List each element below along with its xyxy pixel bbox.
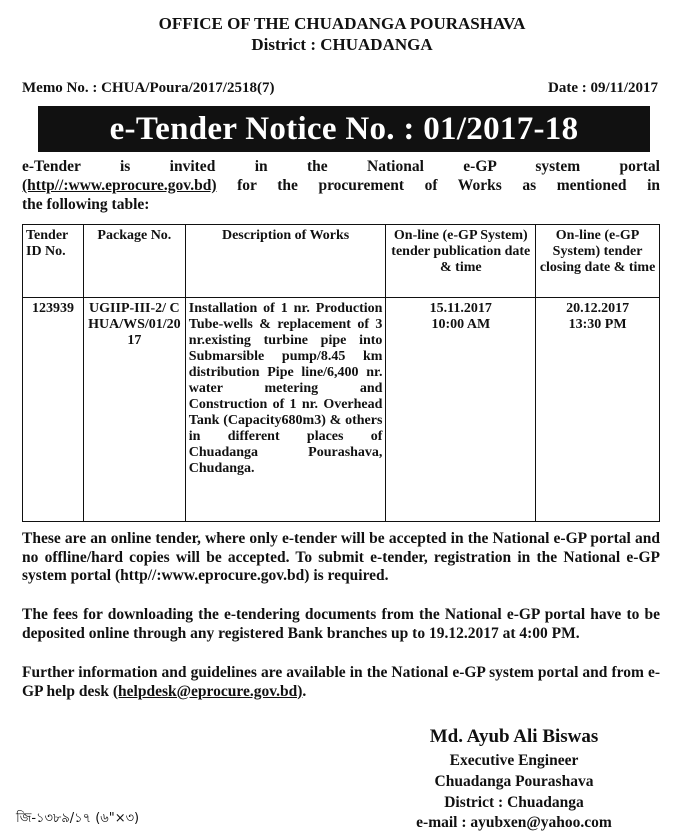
fees-paragraph: The fees for downloading the e-tendering documents from the National e-GP portal have to be deposited online through any registered Bank branches up to 19.12.2017 at 4:00 PM. bbox=[22, 606, 660, 642]
notice-banner: e-Tender Notice No. : 01/2017-18 bbox=[38, 106, 650, 152]
closing-time: 13:30 PM bbox=[568, 317, 627, 332]
header-closing: On-line (e-GP System) tender closing date & time bbox=[536, 225, 660, 298]
signatory-name: Md. Ayub Ali Biswas bbox=[429, 726, 599, 747]
intro-paragraph bbox=[22, 157, 660, 214]
header-package: Package No. bbox=[83, 225, 185, 298]
header-publication: On-line (e-GP System) tender publication date & time bbox=[386, 225, 536, 298]
cell-tender-id: 123939 bbox=[23, 298, 84, 522]
helpdesk-link[interactable]: (helpdesk@eprocure.gov.bd) bbox=[112, 682, 303, 700]
intro-line-2-rest: for the procurement of Works as mentioned in bbox=[216, 177, 660, 194]
publication-time: 10:00 AM bbox=[431, 317, 491, 332]
intro-line-1: e-Tender is invited in the National e-GP system portal bbox=[22, 158, 660, 175]
publication-date: 15.11.2017 bbox=[429, 301, 492, 316]
signatory-title: Executive Engineer bbox=[449, 752, 579, 769]
cell-description: Installation of 1 nr. Production Tube-wells & replacement of 3 nr.existing turbine pipe into Submarsible pump/8.45 km distribution Pipe line/6,400 nr. water metering and Construction of 1 nr. Overhead Tank (Capacity680m3) & others in different places of Chuadanga Pourashava, Chudanga. bbox=[185, 298, 386, 522]
memo-date: Date : 09/11/2017 bbox=[548, 80, 658, 96]
tender-table bbox=[22, 224, 660, 522]
memo-row bbox=[22, 80, 658, 97]
signatory-email[interactable]: e-mail : ayubxen@yahoo.com bbox=[416, 814, 612, 831]
info-paragraph bbox=[22, 664, 660, 701]
office-title: OFFICE OF THE CHUADANGA POURASHAVA bbox=[158, 14, 526, 33]
intro-line-3: the following table: bbox=[22, 196, 150, 213]
eprocure-link[interactable]: (http//:www.eprocure.gov.bd) bbox=[22, 177, 217, 194]
cell-package: UGIIP-III-2/ CHUA/WS/01/2017 bbox=[83, 298, 185, 522]
cell-publication bbox=[386, 298, 536, 522]
footer-code: জি-১৩৮৯/১৭ (৬"×৩) bbox=[16, 811, 140, 826]
intro-line-2 bbox=[22, 176, 660, 195]
closing-date: 20.12.2017 bbox=[566, 301, 630, 316]
header-description: Description of Works bbox=[185, 225, 386, 298]
signatory-district: District : Chuadanga bbox=[444, 794, 584, 811]
info-end: . bbox=[302, 682, 307, 700]
signatory-org: Chuadanga Pourashava bbox=[434, 773, 594, 790]
header-tender-id: Tender ID No. bbox=[23, 225, 84, 298]
online-tender-paragraph: These are an online tender, where only e-tender will be accepted in the National e-GP portal and no offline/hard copies will be accepted. To submit e-tender, registration in the National e-GP system portal (http//:www.eprocure.gov.bd) is required. bbox=[22, 530, 660, 584]
info-text: Further information and guidelines are available in the National e-GP system portal and from e-GP help desk bbox=[22, 664, 660, 700]
cell-closing bbox=[536, 298, 660, 522]
memo-number: Memo No. : CHUA/Poura/2017/2518(7) bbox=[22, 80, 275, 96]
table-row bbox=[23, 298, 660, 522]
district-title: District : CHUADANGA bbox=[251, 35, 433, 54]
table-header-row bbox=[23, 225, 660, 298]
